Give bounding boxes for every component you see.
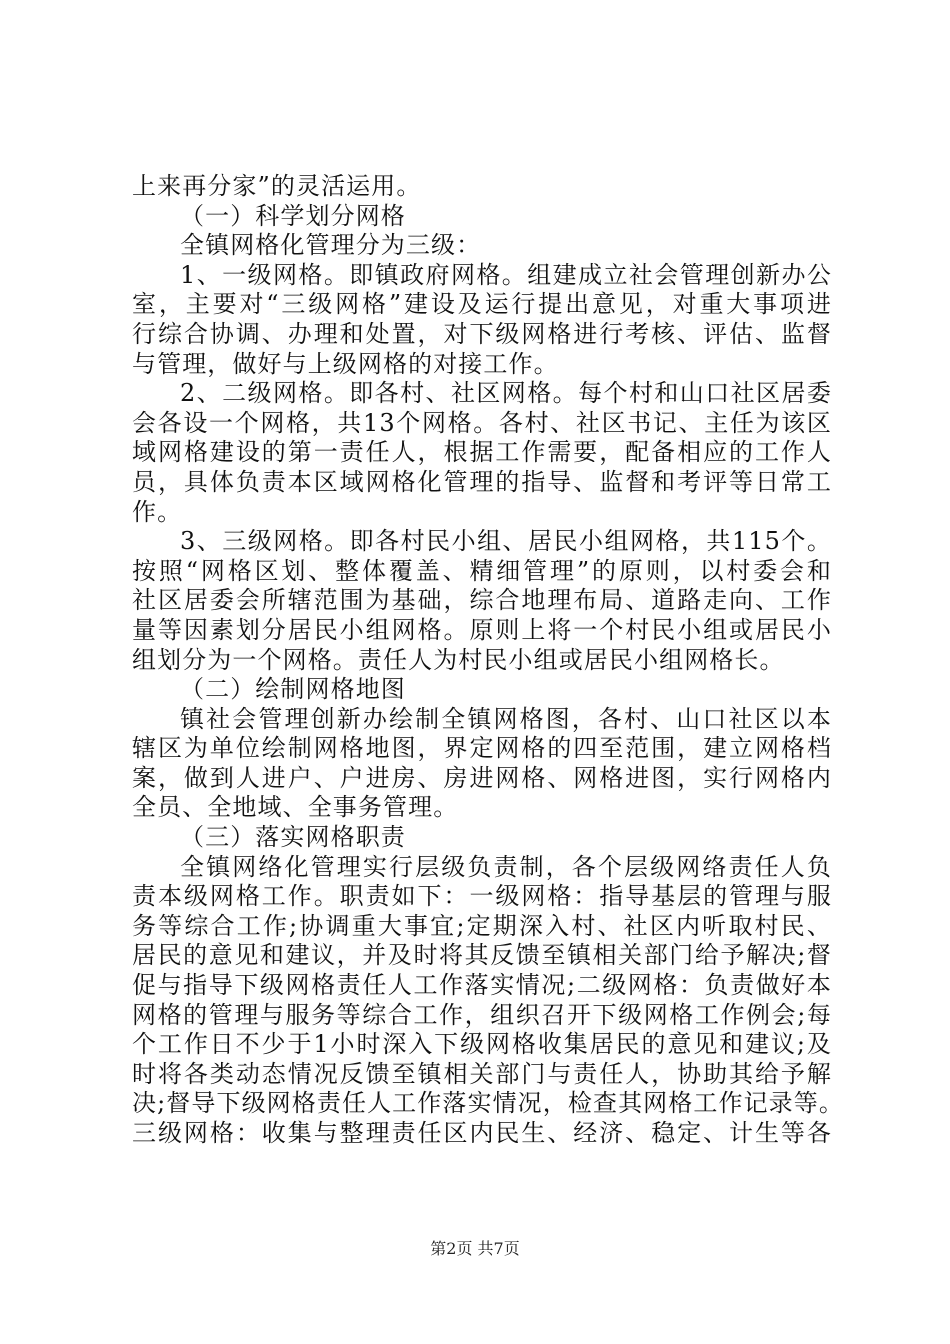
text-line: （二）绘制网格地图: [180, 675, 406, 704]
text-line: 镇社会管理创新办绘制全镇网格图，各村、山口社区以本: [180, 704, 832, 733]
text-line: （一）科学划分网格: [180, 201, 406, 230]
text-line: 按照“网格区划、整体覆盖、精细管理”的原则，以村委会和: [132, 556, 832, 585]
text-line: 务等综合工作;协调重大事宜;定期深入村、社区内听取村民、: [132, 911, 832, 940]
text-line: 组划分为一个网格。责任人为村民小组或居民小组网格长。: [132, 645, 785, 674]
text-line: 行综合协调、办理和处置，对下级网格进行考核、评估、监督: [132, 319, 832, 348]
text-line: 量等因素划分居民小组网格。原则上将一个村民小组或居民小: [132, 615, 832, 644]
page-footer: [0, 1236, 950, 1259]
text-line: 全镇网络化管理实行层级负责制，各个层级网络责任人负: [180, 852, 832, 881]
text-line: 个工作日不少于1小时深入下级网格收集居民的意见和建议;及: [132, 1030, 832, 1059]
text-line: （三）落实网格职责: [180, 823, 406, 852]
text-line: 上来再分家”的灵活运用。: [132, 172, 422, 200]
text-line: 社区居委会所辖范围为基础，综合地理布局、道路走向、工作: [132, 586, 832, 615]
text-line: 居民的意见和建议，并及时将其反馈至镇相关部门给予解决;督: [132, 941, 832, 970]
text-line: 室，主要对“三级网格”建设及运行提出意见，对重大事项进: [132, 290, 832, 319]
text-line: 案，做到人进户、户进房、房进网格、网格进图，实行网格内: [132, 763, 832, 792]
text-line: 1、一级网格。即镇政府网格。组建成立社会管理创新办公: [180, 260, 832, 289]
text-line: 网格的管理与服务等综合工作，组织召开下级网格工作例会;每: [132, 1000, 832, 1029]
text-line: 与管理，做好与上级网格的对接工作。: [132, 349, 559, 378]
text-line: 员，具体负责本区域网格化管理的指导、监督和考评等日常工: [132, 467, 832, 496]
text-line: 全镇网格化管理分为三级：: [180, 231, 482, 260]
text-line: 责本级网格工作。职责如下：一级网格：指导基层的管理与服: [132, 882, 832, 911]
text-line: 决;督导下级网格责任人工作落实情况，检查其网格工作记录等。: [132, 1089, 844, 1118]
text-line: 三级网格：收集与整理责任区内民生、经济、稳定、计生等各: [132, 1119, 832, 1147]
text-line: 促与指导下级网格责任人工作落实情况;二级网格：负责做好本: [132, 971, 832, 1000]
text-line: 全员、全地域、全事务管理。: [132, 793, 459, 822]
text-line: 时将各类动态情况反馈至镇相关部门与责任人，协助其给予解: [132, 1059, 832, 1088]
text-line: 域网格建设的第一责任人，根据工作需要，配备相应的工作人: [132, 438, 832, 467]
text-line: 作。: [132, 497, 183, 526]
text-line: 会各设一个网格，共13个网格。各村、社区书记、主任为该区: [132, 408, 832, 437]
page-number-label: 第2页 共7页: [430, 1239, 520, 1258]
document-body: [132, 172, 844, 1149]
text-line: 3、三级网格。即各村民小组、居民小组网格，共115个。: [180, 527, 832, 556]
text-line: 2、二级网格。即各村、社区网格。每个村和山口社区居委: [180, 379, 832, 408]
text-line: 辖区为单位绘制网格地图，界定网格的四至范围，建立网格档: [132, 734, 832, 763]
